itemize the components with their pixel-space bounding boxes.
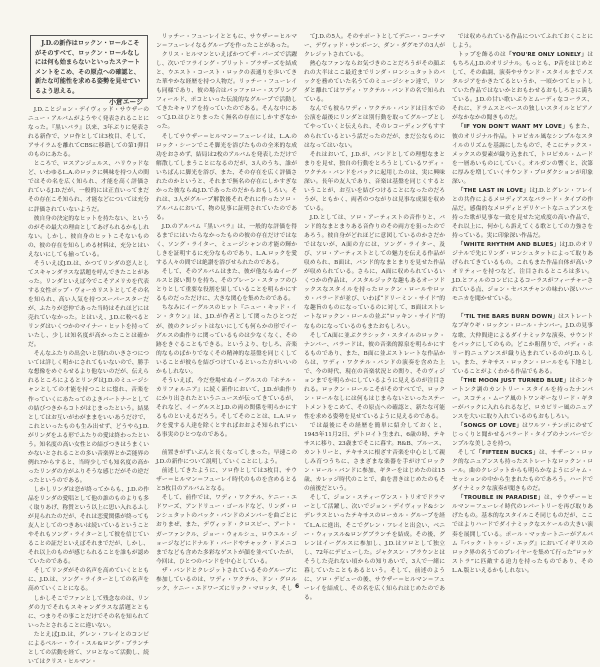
paragraph: そして、ジョン・スティーヴンス・トリオでドラマーとして活躍し、次いでジョン・デイヴィッド&シンデレラスといったテキサスのローカル・グループを経てL.A.に進出、そこでグレン・フレイと出会い、ベニー・ウィッスル&ロングブランチを結成。その後、グレンはイーグルスに参加し、J.D.はソロとして独立し、72年にデビューした。ジャクスン・ブラウンとはそうした売れない頃からの知りあいで、3人で一緒に暮していたこともあるという。そして、前述のように、ソロ・デビューの後、サウザー＝ヒルマン＝フューレイを結成し、その名を広く知られはじめたのである。 bbox=[304, 495, 445, 601]
author-name: 小倉エージ bbox=[109, 97, 143, 106]
column-3 bbox=[304, 33, 445, 603]
paragraph: それはおいて、J.D.が、バンドとしての理想なまとまりを見せ、独自の行動をとろうとしているワディ・ワクテル・バンドをバックに起用したのは、実に興味深い。長年の友人であり、音楽は基盤を同じくするということが、お互いを結びつけることになったのだろうが、ともかく、両者のつながりは見事な成果を収めている。 bbox=[304, 151, 445, 212]
track-note bbox=[452, 313, 593, 376]
text: は、サウザー＝ヒルマン＝フューレイ時代のレパートリーを再び取りあげたもの。基本的なスタイルこそ同じものだが、ここではよりハードでダイナミックなスケールの大きい演奏を展開している。ポール・マッカートニーがアルバム『バック・トゥ・ジ・エッグ』においてイギリスのロック界の名うてのプレイヤーを集めて行った“ロッケストラ”に匹敵する迫力を持ったものであり、そのL.A.版といえるかもしれない。 bbox=[452, 495, 594, 574]
track-note bbox=[452, 123, 593, 186]
column-4-track-notes bbox=[452, 33, 593, 576]
paragraph: J.D.ことジョン・デイヴィッド・サウザーのニュー・アルバムがようやく発表されることになった。『黒いバラ』以来、3年ぶりに発表される新作で、ソロ作としては3枚目、そして、アサイラムを離れてCBSに移籍しての第1弾目のものにあたる。 bbox=[28, 107, 149, 159]
text: では収められている作品についてふれておくことにしよう。 bbox=[452, 34, 593, 50]
paragraph: 彼自身の決定的なヒットを持たない、というのがその最大の理由としてあげられるかもしれない。しかし、彼自身のヒットこそないものの、彼の存在を知らしめる材料は、充分とはいえないにしても揃っている。 bbox=[28, 215, 149, 258]
paragraph: 前置きがずいぶんと長くなってしまった。早速このJ.D.の新作について説明していくことにしよう。 bbox=[156, 450, 297, 466]
lead-text: J.D.の新作はロックン・ロールこそがそのすべて、ロックン・ロールなしには何も始まらないといったステートメントをこめ、その原点への確認と、新たな可能性を求める姿勢を見せているよう思える。 bbox=[35, 40, 141, 95]
paragraph: そして、前作では、ワディ・ワクテル、ケニー・エドワーズ、アンドリュー・ゴールドなど、リンダ・ロンシュタットのバック・バンドのメンバーを曲ごとにおりまぜ、また、デヴィッド・クロスビー、アート・ガーファンクル、ジョー・ウォルシュ、ロウエル・ジョージなどにドナルド・バードやチャック・ドメニコまでなども含めた多彩なゲストが顔を並べていたが、今回は、ひとつのバンドを中心としている。 bbox=[156, 495, 297, 565]
paragraph: 熱心なファンならお気づきのことだろうがその顔ぶれの大半はここ最近までリンダ・ロンシュタットのバックを務めていた名うてのミュージシャン達で、リンダと離れてはワディ・ワクテル・バンドの名で知られている。 bbox=[304, 61, 445, 104]
track-note bbox=[452, 241, 593, 304]
track-title: 「SONGS OF LOVE」 bbox=[457, 422, 523, 429]
track-title: 「FIFTEEN BUCKS」 bbox=[475, 450, 539, 457]
track-note bbox=[452, 187, 593, 241]
paragraph: では最後にその経歴を簡単に紹介しておくと、1945年11月2日、デトロイト生まれ、6歳の時、テキサスに移り、23歳までそこに暮す。R&B、ブルース、カントリーと、テキサスに根ざす音楽を中心として親しみ育つうちに、さまざまな楽器を手がけてロックン・ロール・バンドに参加、ギターをはじめたのは15歳、カレッジ時代のことで、曲を書きはじめたのもその前後だという。 bbox=[304, 423, 445, 493]
track-note bbox=[452, 377, 593, 422]
paragraph: そしてリンダがその名声を高めていくとともに、J.D.は、ソング・ライターとしての名声を高めていくことになる。 bbox=[28, 568, 149, 593]
column-1 bbox=[28, 106, 149, 667]
text: は、サザーン・ロック的なニュアンスも持ったストレートなロックン・ロール。曲のクレジットからも明らかなようにジャム・セッションの中から生まれたものであろう。ハードでダイナミックな演奏が聞きものだ。 bbox=[452, 450, 593, 493]
paragraph: J.D.としては、ソロ・アーティストの音作りと、バンド的なまとまりある音作りのその両方を狙ったのであろう。彼自身がどれほどに意図しているのかさだかではないが、A面の方には、ソング・ライター、及び、ソロ・アーティストとしての魅力を伝える作品が収められ、B面は、バンド的なまとまりを見せた作品が収められている。さらに、A面に収められているいくつかの作品は、ノスタルジックな趣もあるオーソドックスなスタイルを持ったロックン・ロールやロッカ・バラードが並び、いわば“ドリーミン・サイド”的な趣旨のものになっているのに対して、B面はストレートなロックン・ロールの並ぶ“ロッキン・サイド”的なものになっているのもまたおもしろい。 bbox=[304, 214, 445, 330]
lead-box bbox=[30, 35, 148, 106]
text: そして bbox=[457, 450, 476, 457]
paragraph: J.D.のアルバム『黒いバラ』は、一般的な評価を得るまでにはいたらなかったものの彼の存在だけではなく、ソング・ライター、ミュージシャンの才能の輝かしきを証明するに充分なものであり、L.A.ロックを愛する人々の間では絶讃を浴びせられたのである。 bbox=[156, 223, 297, 267]
paragraph: そしてA面に並ぶクラシック・スタイルのロック・ナンバー、バラードは、彼の音楽的源泉を明らかにするものであり、また、B面に並ぶストレートな作品からは、ワディ・ワクテル・バンドの演奏を含めた上で、今の時代、現在の音楽状況との関り、そのヴィジョンまでを明らかにしているように見えるのが注目される。ロックン・ロールこそがそのすべてで、ロックン・ロールなしには何もはじまらないといったステートメントをこめて、その原点への確認と、新たな可能性を求める姿勢を見せているように見えるのである。 bbox=[304, 332, 445, 420]
paragraph: そして、そのアルバムはまた、彼が他ならぬイーグルスと深い関りを持ち、そのブレーン・スタッフのひとりとして重要な役割を果していることを明らかにするものだっただけに、大きな関心を集めたのである。 bbox=[156, 269, 297, 303]
track-title: 「THE LAST IN LOVE」 bbox=[457, 187, 530, 194]
paragraph: そういえば、今だ登場せぬイーグルスの『ホテル・カリフォルニア』に続く新作において、J.D.が曲作りにかり出されたというニュースが伝ってきているが、それなど、イーグルスとJ.D.の両の関係を明らかにするものといえるだろう。そしてそのことは、L.A.ロックを愛する人達を除くとすればおおよそ知られずにいる事実のひとつなのである。 bbox=[156, 377, 297, 439]
paragraph: そんなふたりの出会いと別れのいきさつについては詳しく明かにされてもいないので、勝手な想像をめぐらせるより他ないのだが、伝えられるところによるとリンダはJ.D.のミュージシャンとしての才能を持つことに惚れ、音楽を作っていくにあたってのよきパートナーとしての結びつきからコトがはじまったという。結果としてはお互いがわがままをいいあうだけで、これといったものも生み出せず、どうやらJ.D.がリンダをふる形でふたりの愛は終わったという。知名度の高い女性との結びつきはうまくいかないとされることの多い音楽界とか芸能界の例れ?からすると、当時少しでも知名度の高かったリンダの方がふりそうな感じだがその逆だったというのである。 bbox=[28, 351, 149, 484]
text: トップを飾るのは bbox=[457, 52, 507, 59]
track-title: 「WHITE RHYTHM AND BLUES」 bbox=[457, 242, 560, 249]
text: はホンキートンク調のカントリー・スタイルを持ったナンバー。スコティ・ムーア風のトワンギーなリード・ギターがバックに入れられるなど、ロカビリー風のニュアンスを大いに取り入れているのもおもしろい。 bbox=[452, 377, 593, 420]
paragraph: ザ・バンドとクレジットされているそのグループに参加しているのは、ワディ・ワクテル、ドン・グロルック、ケニー・エドワーズにリック・マロッタ、そし bbox=[156, 567, 297, 592]
track-note bbox=[452, 51, 593, 123]
track-title: 「'TIL THE BARS BURN DOWN」 bbox=[457, 314, 559, 321]
paragraph: そしてサウザー＝ヒルマン＝フューレイは、L.A.のロック・シーンでこそ脚光を浴びたものの全米的な成功をおさめず、結局は2枚のアルバムを発表しただけで解散してしまうことになるのだが、3人のうち、誰がいちばんに脚光を浴び、また、その存在を広く評価されたのかというと、それまで無名の存在にしかすぎなかった彼ならぬJ.D.であったのだからおもしろい。それは、3人がグループ解散後それぞれに作ったソロ・アルバムにおいて、物の見事に証明されていたのである。 bbox=[156, 133, 297, 221]
paragraph: たとえばJ.D.は、グレン・フレイとのコンビによるベルー・ウイ・スル&ロング・ブランチとしての活動を経て、ソロとなって活動し、続いてはクリス・ヒルマン・ bbox=[28, 631, 149, 665]
paragraph: 前述してきたように、ソロ作としては3枚目、サウザー＝ヒルマン＝フューレイ時代のものを含めるとると5枚目のアルバムとなる。 bbox=[156, 468, 297, 493]
track-title: 「YOU'RE ONLY LONELY」 bbox=[506, 52, 588, 59]
paragraph bbox=[452, 33, 593, 51]
text: はストレートなブギウギ・ロックン・ロール・ナンバー。J.D.の見事な歌、大仲間達によるダイナミックな演奏、サウンドをバックにしてのもの。どこか粗削りで、バディ・ホリー的ニュアンスが織り込まれているのがJ.D.らしい。また、テキサス・ロックン・ロールをも下地としていることがよくわかる作品でもある。 bbox=[452, 314, 594, 375]
paragraph: しかしリンダは恋が終ってからも、J.D.の作品をリンダの愛唱として他の誰のものよりも多く取りあげ、称賛という以上に思い入れるふしが見られたのだが、それは恋愛関係が終っても友人としてのつきあいは続いているということやそれもソング・ライターとして彼を信じていることの証だといえばそれまでだが、しかし、それ以上のものが感じられることを誰もが認めていたのである。 bbox=[28, 486, 149, 566]
paragraph: クリス・ヒルマンといえばかつてザ・バーズで活躍し、次いでフライング・ブリット・ブラザーズを結成と、ウエスト・コースト・ロックの表通りを歩いてきた華やかな経歴を持つ人物だ。リッチー・フューレイも同様であり、彼の場合はバッファロー・スプリングフィールド、ポコといった伝説的なグループで活動してきたキャリアを持っていたのである。そんな中にあってJ.D.はひとりまったく無名の存在にしかすぎなかった。 bbox=[156, 52, 297, 131]
text: はもちろんJ.D.のオリジナル。もっとも、P音をはじめとして、その曲調、演奏やサウンド・スタイルまでノスタルジアをかきたてるというか、一頃かつてヒットしていた作品ではないかとおもわせるおもしろさに満ちている。J.D.の甘い歌いぶりとムーディなコーラス、それに、ドラムスとベースの独しいスタイルとピアノがなかなかの聞きものだ。 bbox=[452, 52, 594, 122]
text: もまた、彼のオリジナル作品。トロピカル風なシンプルなスタイルのリズムを基調にしたもので、そこにテックス・メックスの要素が織り込まれて、トロピカル・ムードを一層あいものにしていく。オルガンの響くと、次第に厚みを増していくサウンド・プロダクションが印象深い。 bbox=[452, 124, 594, 185]
track-title: 「TROUBLE IN PARADISE」 bbox=[457, 495, 545, 502]
column-2 bbox=[156, 33, 300, 594]
track-note bbox=[452, 494, 593, 575]
track-note bbox=[452, 422, 593, 449]
text: はJ.D.のオリジナルで先にリンダ・ロンシュタットによって取りあげられてきているもの。これもまた作品自体が高いクオリティーを持つなど、注目されるところは多い。J.D.とフィルのコンビによるコーラスがフィーチャーされている点、ジョン・セバスチャンの味わい深いハーモニカを聞かせている。 bbox=[452, 242, 594, 303]
paragraph: ところで、ロスアンジェルス、ハリウッドなど、いわゆるL.A.のロックに興味を持つ人の間ではその名を広く知られ、才能を高く評価されているJ.D.だが、一般的には正直いってまだその存在こそ知られ、才能などについては充分に評価されていないようだ。 bbox=[28, 161, 149, 213]
page-number: 6 bbox=[295, 583, 300, 590]
paragraph: しかしそこでファンとして残念なのは、リンダの力でそれもスキャンダラスな話題とともに、つまりその事ことだけでその名を知られていったとされることに違いない。 bbox=[28, 595, 149, 629]
track-title: 「THE MOON JUST TURNED BLUE」 bbox=[457, 377, 570, 384]
text: はJ.D.とグレン・フレイとの共作によるメロディアスなバラード・タイプの作品だ。感傷的なメロディとデリケートなニュアンスを持った歌が見事な一致を見せた完成度の高い作品で、それ以上に、何かしら訴えてくる歌としての力強さを持っている。実に印象深い作品だ。 bbox=[452, 187, 593, 240]
paragraph: そういえばJ.D.は、かつてリンダの恋人としてスキャンダラスな話題を呼んできたことがあった。リンダといえば今でこそアメリカを代表する女性ポップ・ヴォーカリストとしてその名を知られ、高い人気を持つスーパースターだが、ふたりが恋仲であった当時はそれほどには売れていなかった。とはいえ、J.D.に較べるとリンダはいくつかのマイナー・ヒットを持っていたし、少しは知名度が高かったことは確かだ。 bbox=[28, 260, 149, 349]
paragraph: ちなみにイーグルスのヒット『ニュー・キッド・イン・タウン』は、J.D.が作者として関ったひとつだが、彼のクレジットはないにしても何らかの形でイーグルスの曲作りに関っているものは少なくなく、その跡をきぐることもできる。というより、むしろ、音楽的なものばかりでなくその精神的な基盤を同じくしていることが彼らを結びつけているといった方がいいのかもしれない。 bbox=[156, 305, 297, 375]
track-title: 「IF YON DON'T WANT MY LOVE」 bbox=[457, 124, 569, 131]
paragraph: リッチー・フューレイとともに、サウザー＝ヒルマン＝フューレイなるグループを作ったことがあった。 bbox=[156, 34, 297, 50]
text: はワルツ・テンポにのせてじっくりと聞かせるバラード・タイプのナンバーでシンプルな美しさを持つ。 bbox=[452, 422, 593, 448]
track-note bbox=[452, 449, 593, 494]
paragraph: てJ.D.の5人。そのサポートとしてデニー・コーチマー、デヴィッド・サンボーン、ダン・ダグモアの3人がクレジットされている。 bbox=[304, 34, 445, 59]
paragraph: なんでも彼らワディ・ワクテル・バンドは日本での公演を最後にリンダとは別行動を取ってグループとしてやっていくと伝えられ、そのレコーディングもすすめられているという話だったのだが、まだ公なものにはなってはいない。 bbox=[304, 106, 445, 149]
